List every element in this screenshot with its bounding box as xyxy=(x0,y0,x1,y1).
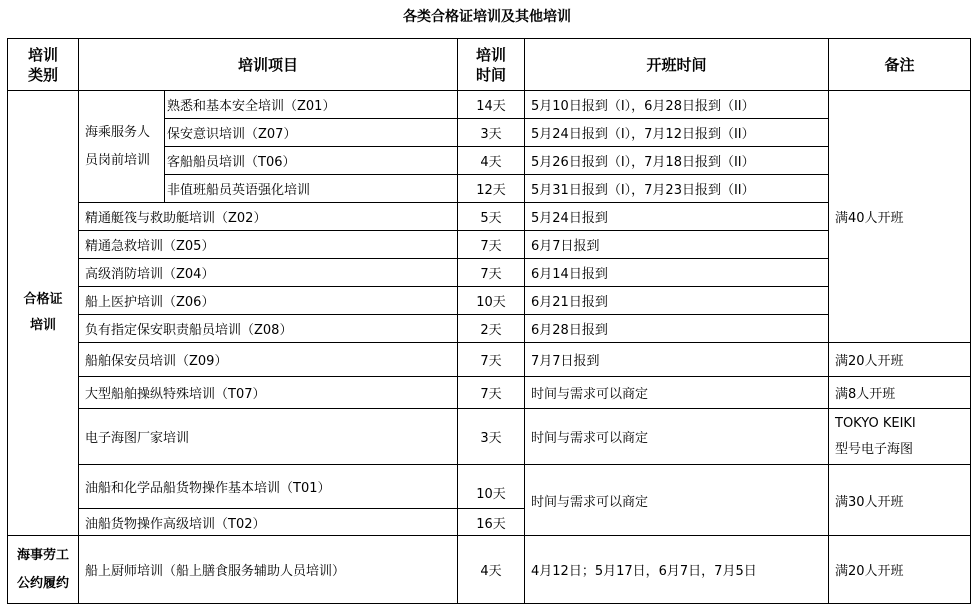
category-mlc: 海事劳工 公约履约 xyxy=(8,536,79,604)
training-duration: 7天 xyxy=(458,231,525,259)
training-duration: 7天 xyxy=(458,377,525,409)
table-row xyxy=(8,231,971,259)
training-duration: 12天 xyxy=(458,175,525,203)
training-duration: 7天 xyxy=(458,259,525,287)
training-duration: 16天 xyxy=(458,509,525,536)
training-item: 电子海图厂家培训 xyxy=(79,409,458,465)
table-row xyxy=(8,315,971,343)
training-schedule: 5月24日报到 xyxy=(525,203,829,231)
training-schedule: 时间与需求可以商定 xyxy=(525,409,829,465)
table-row xyxy=(8,343,971,377)
training-item: 船舶保安员培训（Z09） xyxy=(79,343,458,377)
table-row xyxy=(8,259,971,287)
training-duration: 4天 xyxy=(458,536,525,604)
training-schedule: 时间与需求可以商定 xyxy=(525,465,829,536)
table-row xyxy=(8,203,971,231)
group-label-crew: 海乘服务人 员岗前培训 xyxy=(79,91,165,203)
note-min-40: 满40人开班 xyxy=(829,91,971,343)
training-schedule: 6月21日报到 xyxy=(525,287,829,315)
note-tokyo-keiki: TOKYO KEIKI 型号电子海图 xyxy=(829,409,971,465)
training-schedule: 6月14日报到 xyxy=(525,259,829,287)
note-min-8: 满8人开班 xyxy=(829,377,971,409)
training-item: 大型船舶操纵特殊培训（T07） xyxy=(79,377,458,409)
training-duration: 2天 xyxy=(458,315,525,343)
training-item: 船上厨师培训（船上膳食服务辅助人员培训） xyxy=(79,536,458,604)
header-item: 培训项目 xyxy=(79,39,458,91)
training-duration: 10天 xyxy=(458,465,525,509)
training-duration: 14天 xyxy=(458,91,525,119)
training-item: 熟悉和基本安全培训（Z01） xyxy=(165,91,458,119)
training-item: 油船和化学品船货物操作基本培训（T01） xyxy=(79,465,458,509)
training-item: 油船货物操作高级培训（T02） xyxy=(79,509,458,536)
table-row xyxy=(8,287,971,315)
training-schedule: 6月28日报到 xyxy=(525,315,829,343)
table-row xyxy=(8,465,971,509)
training-schedule: 6月7日报到 xyxy=(525,231,829,259)
header-schedule: 开班时间 xyxy=(525,39,829,91)
training-duration: 3天 xyxy=(458,119,525,147)
table-row xyxy=(8,377,971,409)
training-duration: 10天 xyxy=(458,287,525,315)
header-duration: 培训 时间 xyxy=(458,39,525,91)
training-item: 高级消防培训（Z04） xyxy=(79,259,458,287)
training-item: 精通艇筏与救助艇培训（Z02） xyxy=(79,203,458,231)
category-certificate: 合格证 培训 xyxy=(8,91,79,536)
training-table xyxy=(7,38,971,604)
table-row xyxy=(8,91,971,119)
training-schedule: 5月24日报到（I），7月12日报到（II） xyxy=(525,119,829,147)
note-min-20: 满20人开班 xyxy=(829,343,971,377)
training-schedule: 5月31日报到（I），7月23日报到（II） xyxy=(525,175,829,203)
training-schedule: 5月10日报到（I），6月28日报到（II） xyxy=(525,91,829,119)
training-schedule: 5月26日报到（I），7月18日报到（II） xyxy=(525,147,829,175)
training-item: 负有指定保安职责船员培训（Z08） xyxy=(79,315,458,343)
training-schedule: 时间与需求可以商定 xyxy=(525,377,829,409)
training-duration: 5天 xyxy=(458,203,525,231)
training-item: 客船船员培训（T06） xyxy=(165,147,458,175)
training-schedule: 4月12日；5月17日，6月7日，7月5日 xyxy=(525,536,829,604)
document-title: 各类合格证培训及其他培训 xyxy=(403,9,571,25)
training-item: 精通急救培训（Z05） xyxy=(79,231,458,259)
training-item: 非值班船员英语强化培训 xyxy=(165,175,458,203)
table-row xyxy=(8,536,971,604)
training-duration: 4天 xyxy=(458,147,525,175)
training-duration: 3天 xyxy=(458,409,525,465)
note-min-30: 满30人开班 xyxy=(829,465,971,536)
header-category: 培训 类别 xyxy=(8,39,79,91)
header-notes: 备注 xyxy=(829,39,971,91)
table-row xyxy=(8,409,971,465)
training-item: 保安意识培训（Z07） xyxy=(165,119,458,147)
note-min-20-cook: 满20人开班 xyxy=(829,536,971,604)
header-row xyxy=(8,39,971,91)
training-schedule: 7月7日报到 xyxy=(525,343,829,377)
training-duration: 7天 xyxy=(458,343,525,377)
training-item: 船上医护培训（Z06） xyxy=(79,287,458,315)
